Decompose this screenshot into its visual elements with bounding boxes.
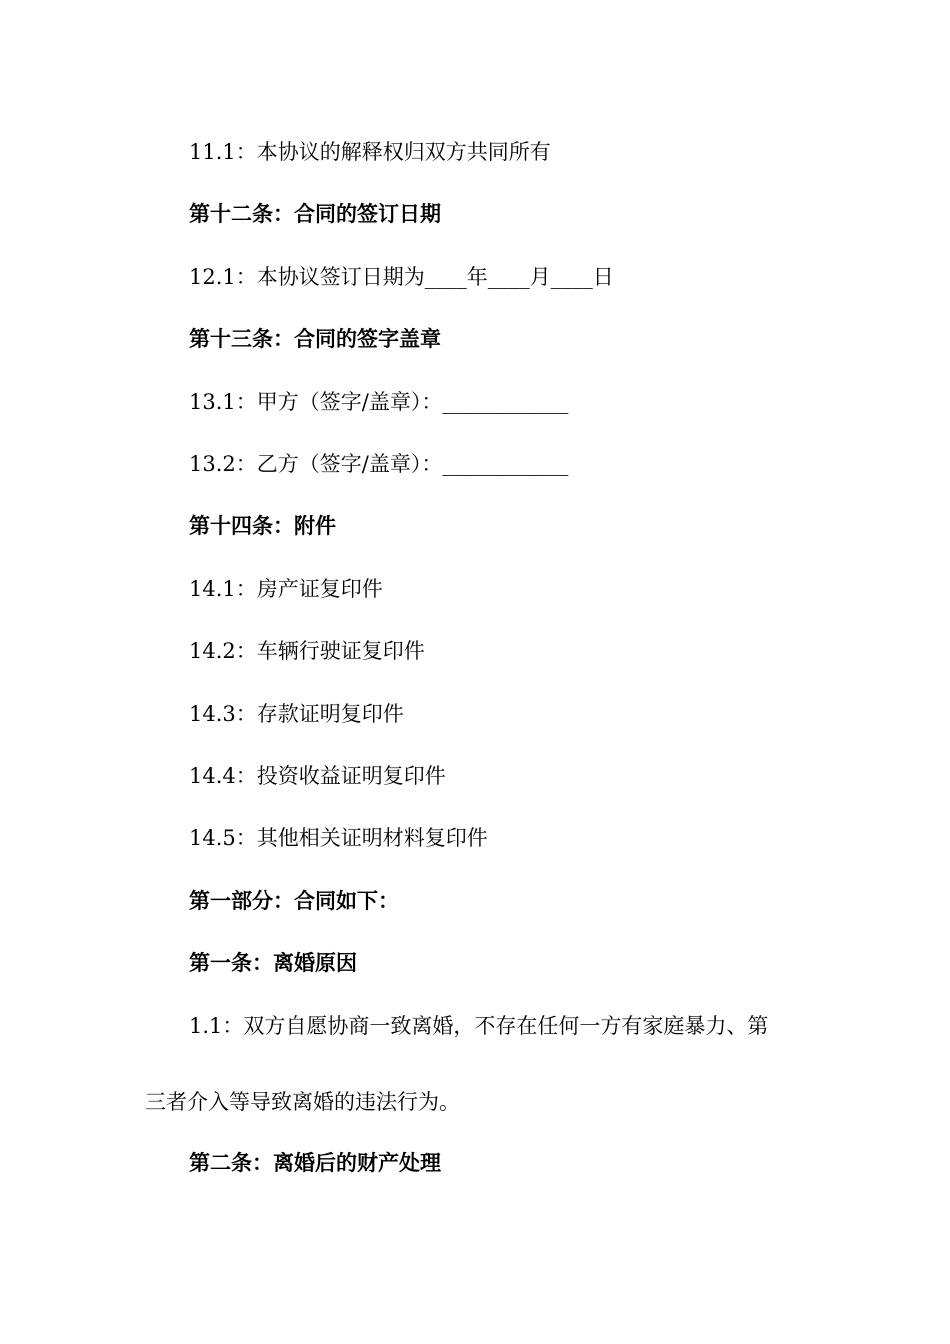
article-12-heading: 第十二条：合同的签订日期 <box>189 202 441 226</box>
clause-14-3: 14.3：存款证明复印件 <box>189 702 404 726</box>
article-14-heading: 第十四条：附件 <box>189 514 336 538</box>
clause-13-2: 13.2：乙方（签字/盖章）：____________ <box>189 452 569 476</box>
clause-1-1-continued: 三者介入等导致离婚的违法行为。 <box>145 1090 460 1114</box>
clause-12-1: 12.1：本协议签订日期为____年____月____日 <box>189 265 614 289</box>
clause-14-5: 14.5：其他相关证明材料复印件 <box>189 826 488 850</box>
article-1-heading: 第一条：离婚原因 <box>189 951 357 975</box>
clause-14-4: 14.4：投资收益证明复印件 <box>189 764 446 788</box>
clause-14-2: 14.2：车辆行驶证复印件 <box>189 639 425 663</box>
clause-13-1: 13.1：甲方（签字/盖章）：____________ <box>189 390 569 414</box>
article-13-heading: 第十三条：合同的签字盖章 <box>189 327 441 351</box>
part-1-heading: 第一部分：合同如下： <box>189 889 399 913</box>
clause-11-1: 11.1：本协议的解释权归双方共同所有 <box>189 140 551 164</box>
clause-14-1: 14.1：房产证复印件 <box>189 577 383 601</box>
article-2-heading: 第二条：离婚后的财产处理 <box>189 1151 441 1175</box>
clause-1-1: 1.1：双方自愿协商一致离婚，不存在任何一方有家庭暴力、第 <box>189 1014 769 1038</box>
